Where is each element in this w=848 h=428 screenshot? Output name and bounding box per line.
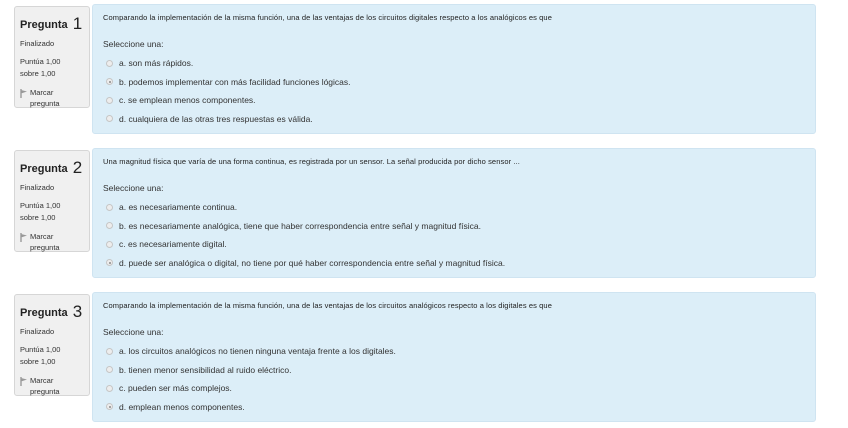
question-grade: Puntúa 1,00 sobre 1,00 <box>20 345 61 366</box>
answer-option[interactable]: b. tienen menor sensibilidad al ruido eléctrico. <box>103 361 805 380</box>
answer-option[interactable]: c. se emplean menos componentes. <box>103 91 805 110</box>
answer-list <box>103 198 805 272</box>
flag-question-link[interactable]: Marcar pregunta <box>20 375 84 397</box>
answer-option[interactable]: c. es necesariamente digital. <box>103 235 805 254</box>
radio-button[interactable] <box>106 222 113 229</box>
flag-question-link[interactable]: Marcar pregunta <box>20 87 84 109</box>
question-text: Comparando la implementación de la misma función, una de las ventajas de los circuitos digitales respecto a los analógicos es que <box>103 13 552 22</box>
radio-button-selected[interactable] <box>106 259 113 266</box>
flag-question-link[interactable]: Marcar pregunta <box>20 231 84 253</box>
select-prompt: Seleccione una: <box>103 183 164 193</box>
question-info <box>14 150 90 252</box>
question-content <box>92 148 816 278</box>
question-state: Finalizado <box>20 327 55 336</box>
flag-icon <box>20 89 28 98</box>
select-prompt: Seleccione una: <box>103 39 164 49</box>
radio-button[interactable] <box>106 348 113 355</box>
radio-button[interactable] <box>106 97 113 104</box>
radio-button[interactable] <box>106 115 113 122</box>
question-state: Finalizado <box>20 39 55 48</box>
answer-option[interactable]: d. cualquiera de las otras tres respuestas es válida. <box>103 110 805 129</box>
select-prompt: Seleccione una: <box>103 327 164 337</box>
answer-option[interactable]: a. son más rápidos. <box>103 54 805 73</box>
question-title: Pregunta 2 <box>20 158 83 177</box>
answer-option[interactable]: d. puede ser analógica o digital, no tiene por qué haber correspondencia entre señal y magnitud física. <box>103 254 805 273</box>
answer-option[interactable]: d. emplean menos componentes. <box>103 398 805 417</box>
flag-icon <box>20 377 28 386</box>
answer-option[interactable]: a. los circuitos analógicos no tienen ninguna ventaja frente a los digitales. <box>103 342 805 361</box>
question-content <box>92 292 816 422</box>
question-text: Comparando la implementación de la misma función, una de las ventajas de los circuitos analógicos respecto a los digitales es que <box>103 301 552 310</box>
question-content <box>92 4 816 134</box>
radio-button-selected[interactable] <box>106 78 113 85</box>
answer-option[interactable]: b. podemos implementar con más facilidad funciones lógicas. <box>103 73 805 92</box>
radio-button[interactable] <box>106 204 113 211</box>
question-info <box>14 6 90 108</box>
radio-button[interactable] <box>106 60 113 67</box>
answer-option[interactable]: c. pueden ser más complejos. <box>103 379 805 398</box>
question-grade: Puntúa 1,00 sobre 1,00 <box>20 57 61 78</box>
flag-icon <box>20 233 28 242</box>
answer-list <box>103 342 805 416</box>
answer-list <box>103 54 805 128</box>
radio-button[interactable] <box>106 366 113 373</box>
radio-button[interactable] <box>106 385 113 392</box>
answer-option[interactable]: b. es necesariamente analógica, tiene que haber correspondencia entre señal y magnitud física. <box>103 217 805 236</box>
question-title: Pregunta 1 <box>20 14 83 33</box>
question-state: Finalizado <box>20 183 55 192</box>
radio-button-selected[interactable] <box>106 403 113 410</box>
radio-button[interactable] <box>106 241 113 248</box>
question-text: Una magnitud física que varía de una forma continua, es registrada por un sensor. La señal producida por dicho sensor ... <box>103 157 520 166</box>
answer-option[interactable]: a. es necesariamente continua. <box>103 198 805 217</box>
question-grade: Puntúa 1,00 sobre 1,00 <box>20 201 61 222</box>
question-title: Pregunta 3 <box>20 302 83 321</box>
question-info <box>14 294 90 396</box>
